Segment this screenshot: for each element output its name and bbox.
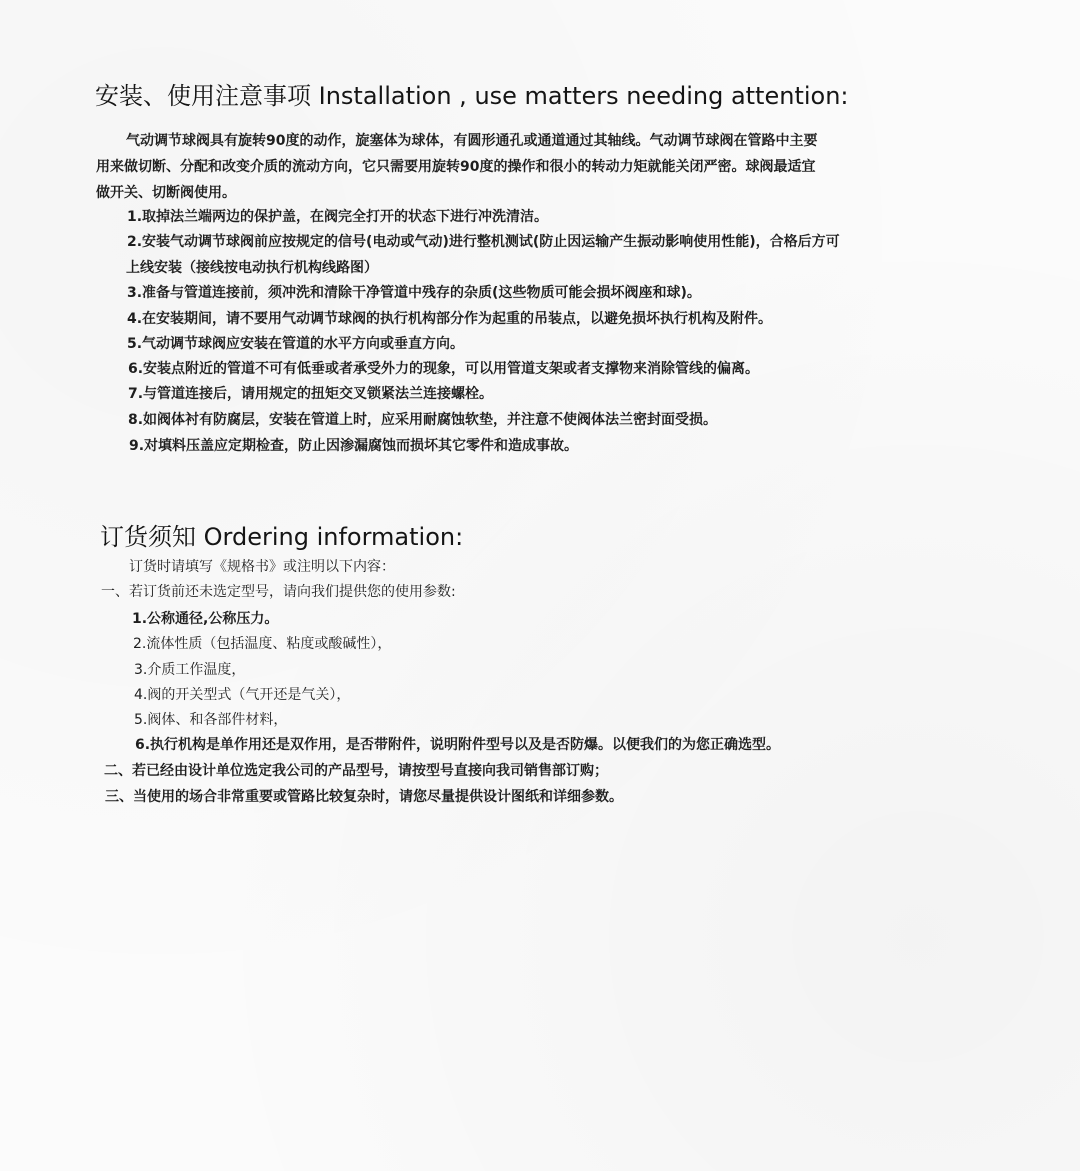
installation-intro-line: 做开关、切断阀使用。 (96, 185, 236, 201)
ordering-param: 1.公称通径,公称压力。 (132, 611, 279, 627)
installation-item: 6.安装点附近的管道不可有低垂或者承受外力的现象，可以用管道支架或者支撑物来消除管线的偏离。 (128, 361, 760, 377)
ordering-param: 5.阀体、和各部件材料， (134, 712, 288, 728)
ordering-param: 2.流体性质（包括温度、粘度或酸碱性）， (133, 636, 392, 652)
installation-item: 4.在安装期间，请不要用气动调节球阀的执行机构部分作为起重的吊装点，以避免损坏执行机构及附件。 (127, 311, 773, 327)
installation-item: 3.准备与管道连接前，须冲洗和清除干净管道中残存的杂质(这些物质可能会损坏阀座和球)。 (127, 285, 701, 301)
installation-item: 8.如阀体衬有防腐层，安装在管道上时，应采用耐腐蚀软垫，并注意不使阀体法兰密封面受损。 (128, 412, 718, 428)
installation-title: 安装、使用注意事项 Installation , use matters needing attention: (95, 82, 849, 110)
ordering-param: 3.介质工作温度， (134, 662, 246, 678)
ordering-intro: 订货时请填写《规格书》或注明以下内容： (129, 559, 395, 575)
installation-item: 7.与管道连接后，请用规定的扭矩交叉锁紧法兰连接螺栓。 (128, 386, 494, 402)
ordering-param: 6.执行机构是单作用还是双作用，是否带附件，说明附件型号以及是否防爆。以便我们的为您正确选型。 (135, 737, 781, 753)
ordering-point-2: 二、若已经由设计单位选定我公司的产品型号，请按型号直接向我司销售部订购； (104, 763, 608, 779)
installation-item: 5.气动调节球阀应安装在管道的水平方向或垂直方向。 (127, 336, 465, 352)
installation-item: 1.取掉法兰端两边的保护盖，在阀完全打开的状态下进行冲洗清洁。 (127, 209, 549, 225)
installation-item: 2.安装气动调节球阀前应按规定的信号(电动或气动)进行整机测试(防止因运输产生振动影响使用性能)，合格后方可 (127, 234, 840, 250)
ordering-title: 订货须知 Ordering information: (100, 523, 464, 551)
installation-item: 上线安装（接线按电动执行机构线路图） (126, 260, 378, 276)
ordering-point-3: 三、当使用的场合非常重要或管路比较复杂时，请您尽量提供设计图纸和详细参数。 (105, 789, 623, 805)
installation-intro-line: 用来做切断、分配和改变介质的流动方向，它只需要用旋转90度的操作和很小的转动力矩就能关闭严密。球阀最适宜 (96, 159, 816, 175)
ordering-param: 4.阀的开关型式（气开还是气关）， (134, 687, 351, 703)
installation-item: 9.对填料压盖应定期检查，防止因渗漏腐蚀而损坏其它零件和造成事故。 (129, 438, 579, 454)
ordering-point-1: 一、若订货前还未选定型号，请向我们提供您的使用参数: (101, 584, 456, 600)
installation-intro-line: 气动调节球阀具有旋转90度的动作，旋塞体为球体，有圆形通孔或通道通过其轴线。气动调节球阀在管路中主要 (126, 133, 818, 149)
